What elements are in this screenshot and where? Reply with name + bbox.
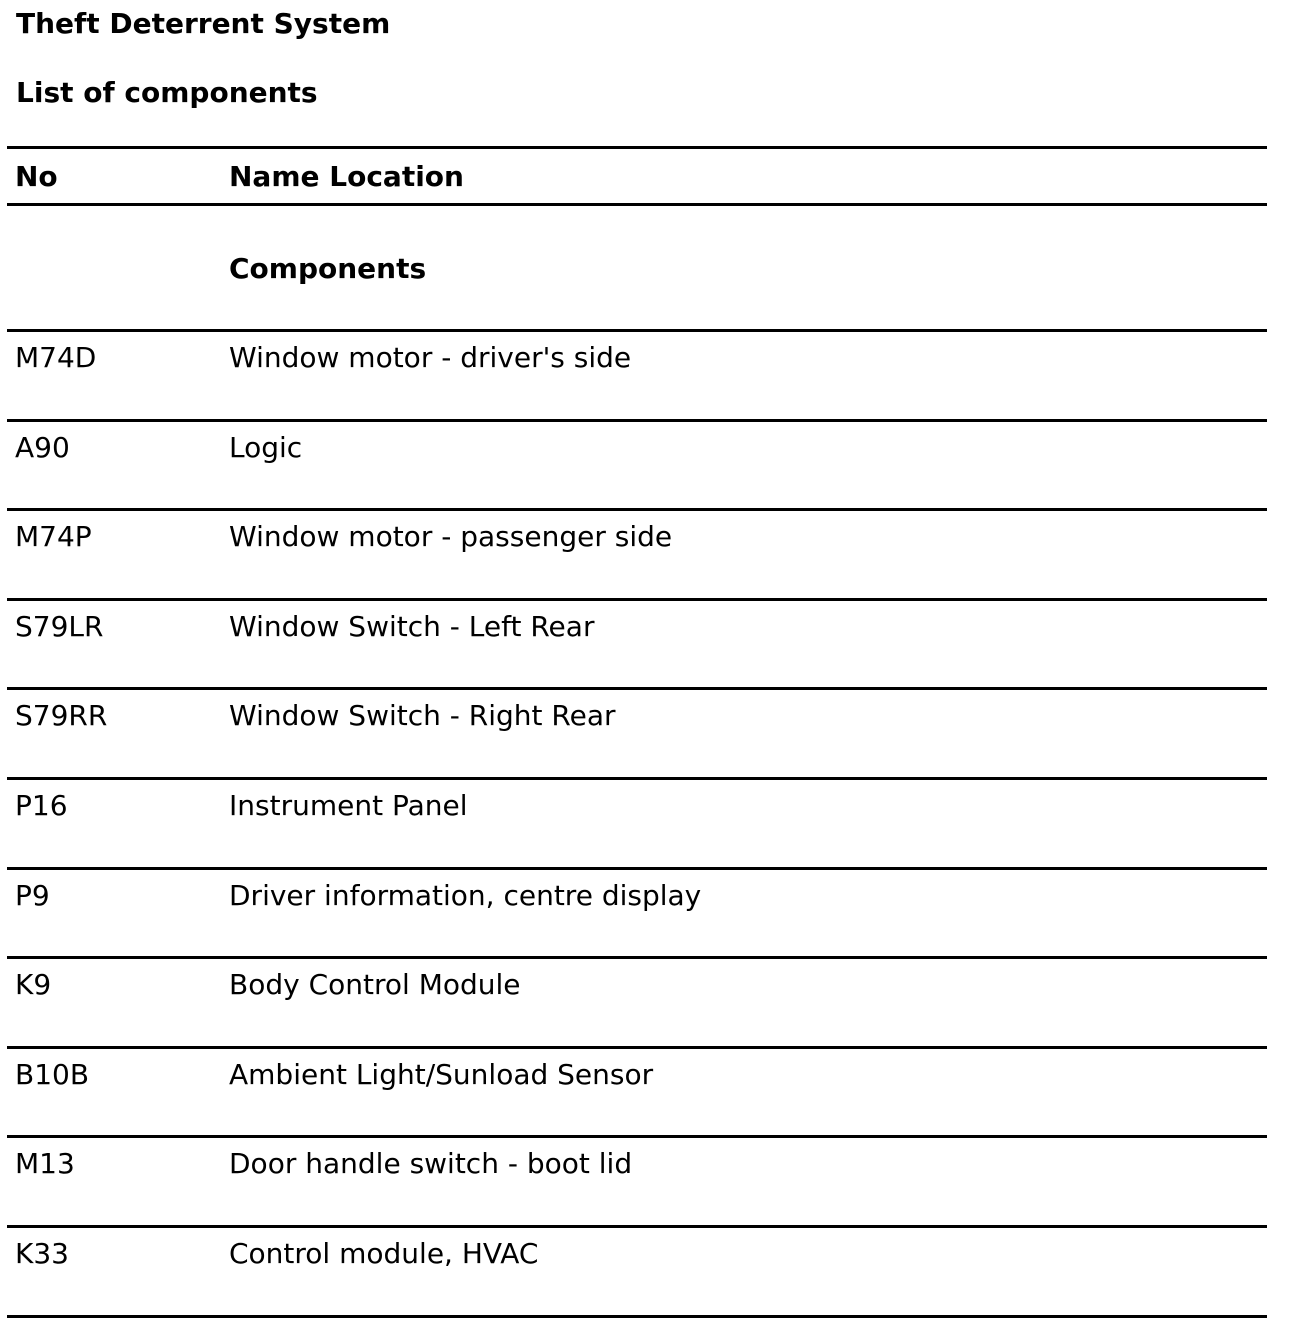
component-number: K9: [15, 968, 52, 1002]
component-number: M13: [15, 1147, 75, 1181]
component-name: Instrument Panel: [229, 788, 468, 822]
component-name: Window motor - driver's side: [229, 341, 632, 374]
component-number: P16: [15, 788, 68, 822]
table-row: [7, 422, 1267, 512]
table-row: [7, 959, 1267, 1049]
document-title: Theft Deterrent System: [16, 7, 391, 40]
section-row: [7, 206, 1267, 332]
table-row: [7, 601, 1267, 691]
component-number: P9: [15, 878, 50, 912]
component-number: M74P: [15, 520, 92, 554]
component-name: Window Switch - Right Rear: [229, 699, 616, 733]
component-name: Window motor - passenger side: [229, 520, 673, 554]
component-number: S79RR: [15, 699, 108, 733]
column-header-no: No: [15, 160, 58, 193]
component-number: S79LR: [15, 609, 104, 643]
component-number: B10B: [15, 1057, 90, 1091]
component-name: Door handle switch - boot lid: [229, 1147, 633, 1181]
table-row: [7, 1228, 1267, 1318]
table-row: [7, 1138, 1267, 1228]
component-name: Control module, HVAC: [229, 1236, 539, 1270]
section-label: Components: [229, 252, 427, 285]
component-name: Driver information, centre display: [229, 878, 702, 912]
table-row: [7, 511, 1267, 601]
component-name: Ambient Light/Sunload Sensor: [229, 1057, 654, 1091]
component-name: Logic: [229, 430, 303, 464]
components-table: [7, 146, 1267, 1318]
component-number: K33: [15, 1236, 69, 1270]
document-subtitle: List of components: [16, 76, 318, 109]
component-number: M74D: [15, 341, 97, 374]
table-row: [7, 870, 1267, 960]
table-row: [7, 1049, 1267, 1139]
table-row: [7, 332, 1267, 422]
component-name: Body Control Module: [229, 968, 521, 1002]
column-header-name-location: Name Location: [229, 160, 464, 193]
component-number: A90: [15, 430, 70, 464]
table-row: [7, 780, 1267, 870]
table-header-row: [7, 149, 1267, 206]
table-row: [7, 690, 1267, 780]
component-name: Window Switch - Left Rear: [229, 609, 595, 643]
